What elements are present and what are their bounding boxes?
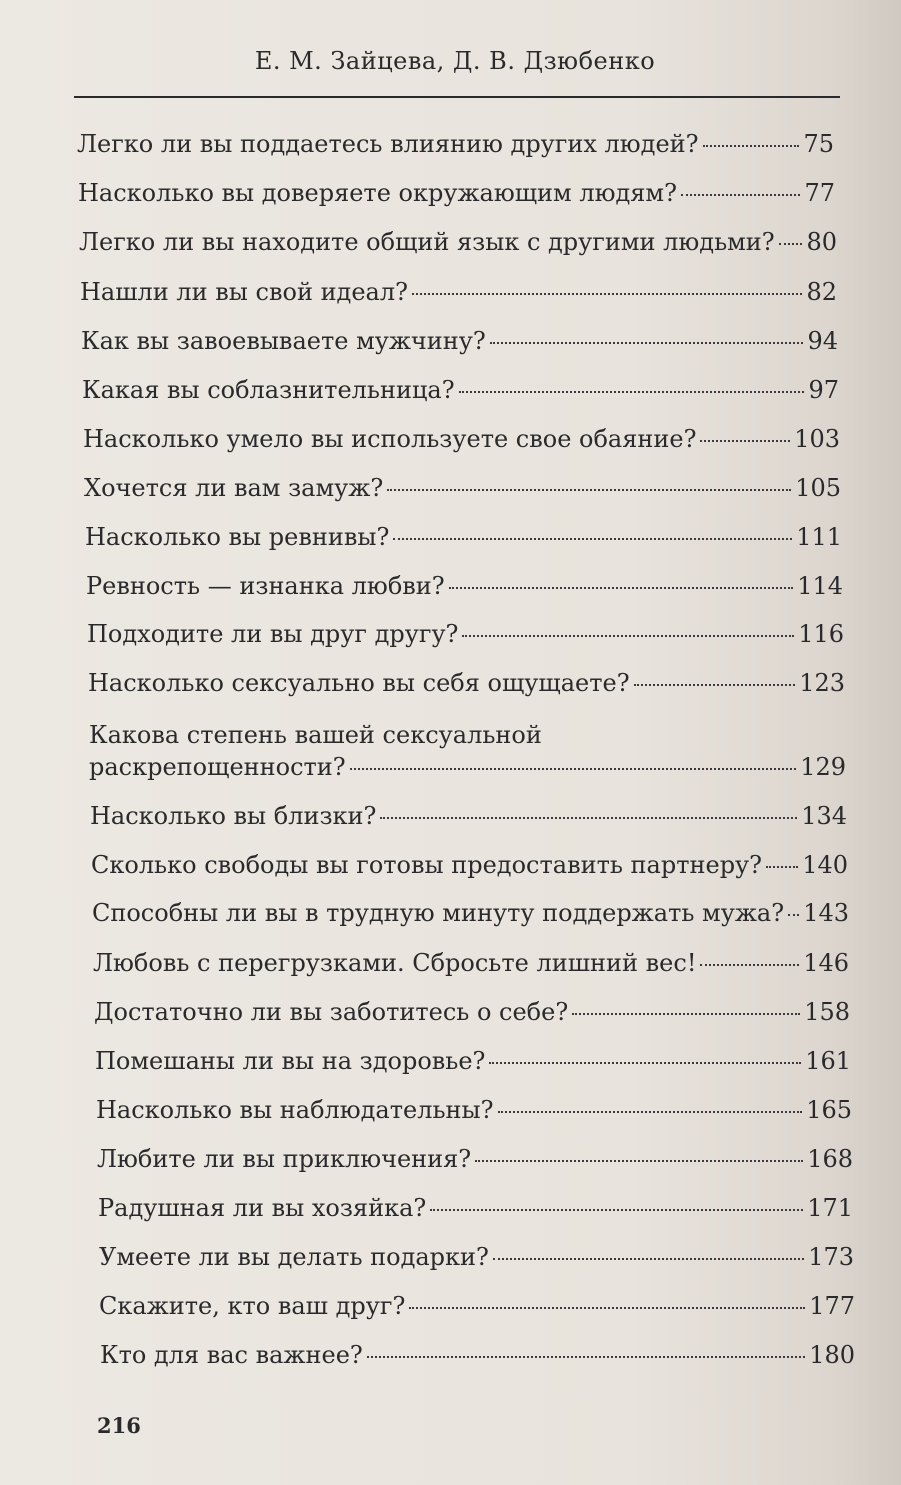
toc-entry-title: Ревность — изнанка любви?	[86, 572, 445, 600]
dot-leader	[703, 145, 800, 147]
toc-entry-title: Насколько вы доверяете окружающим людям?	[78, 179, 677, 207]
toc-entry-title: Подходите ли вы друг другу?	[87, 620, 459, 648]
toc-entry	[92, 898, 849, 928]
toc-entry-title-line1	[89, 720, 542, 750]
toc-entry	[91, 850, 848, 880]
toc-entry-title: Как вы завоевываете мужчину?	[81, 327, 486, 355]
toc-entry	[94, 997, 850, 1027]
toc-entry-page: 161	[805, 1047, 851, 1075]
toc-entry	[98, 1193, 853, 1223]
dot-leader	[493, 1258, 804, 1260]
toc-entry-page: 116	[798, 620, 844, 648]
toc-entry-page: 143	[803, 899, 849, 927]
toc-entry-title: Насколько сексуально вы себя ощущаете?	[88, 669, 630, 697]
dot-leader	[681, 194, 801, 196]
toc-entry-title: Нашли ли вы свой идеал?	[80, 278, 408, 306]
dot-leader	[393, 538, 792, 540]
toc-entry-title: Способны ли вы в трудную минуту поддержать мужа?	[92, 899, 785, 927]
toc-entry-title: Радушная ли вы хозяйка?	[98, 1194, 427, 1222]
dot-leader	[766, 866, 798, 868]
dot-leader	[498, 1111, 803, 1113]
toc-entry-page: 146	[803, 949, 849, 977]
toc-entry-page: 123	[799, 669, 845, 697]
toc-entry	[100, 1340, 855, 1370]
toc-entry-page: 173	[808, 1243, 854, 1271]
toc-entry-page: 114	[797, 572, 843, 600]
dot-leader	[490, 342, 804, 344]
toc-entry-page: 134	[801, 802, 847, 830]
toc-entry-page: 180	[809, 1341, 855, 1369]
toc-entry-title: Любовь с перегрузками. Сбросьте лишний вес!	[93, 949, 697, 977]
dot-leader	[700, 440, 790, 442]
toc-entry-page: 111	[796, 523, 842, 551]
toc-entry	[81, 326, 838, 356]
toc-entry-title: раскрепощенности?	[89, 753, 346, 781]
dot-leader	[412, 293, 802, 295]
toc-entry	[80, 277, 837, 307]
toc-entry	[96, 1095, 852, 1125]
dot-leader	[700, 964, 799, 966]
toc-entry-title: Легко ли вы поддаетесь влиянию других людей?	[77, 130, 699, 158]
dot-leader	[788, 914, 799, 916]
toc-entry-page: 105	[795, 474, 841, 502]
page-number: 216	[97, 1413, 141, 1438]
dot-leader	[489, 1062, 801, 1064]
toc-entry-title: Сколько свободы вы готовы предоставить партнеру?	[91, 851, 763, 879]
toc-entry	[83, 424, 840, 454]
toc-entry-title: Хочется ли вам замуж?	[84, 474, 384, 502]
header-rule	[74, 96, 840, 98]
dot-leader	[350, 768, 797, 770]
toc-entry	[93, 948, 849, 978]
toc-entry-title: Кто для вас важнее?	[100, 1341, 363, 1369]
toc-entry-page: 75	[803, 130, 834, 158]
toc-entry-title: Скажите, кто ваш друг?	[99, 1292, 406, 1320]
toc-entry-title: Насколько умело вы используете свое обаяние?	[83, 425, 697, 453]
toc-entry-page: 168	[807, 1145, 853, 1173]
dot-leader	[380, 817, 797, 819]
toc-entry-title: Насколько вы наблюдательны?	[96, 1096, 494, 1124]
running-header: Е. М. Зайцева, Д. В. Дзюбенко	[254, 47, 656, 75]
toc-entry-title: Какая вы соблазнительница?	[82, 376, 455, 404]
toc-entry	[78, 178, 835, 208]
toc-entry-page: 97	[808, 376, 839, 404]
dot-leader	[430, 1209, 803, 1211]
dot-leader	[409, 1307, 805, 1309]
toc-entry	[86, 571, 843, 601]
toc-entry-page: 80	[806, 228, 837, 256]
toc-entry-page: 171	[807, 1194, 853, 1222]
dot-leader	[779, 243, 803, 245]
toc-entry-title: Насколько вы близки?	[90, 802, 377, 830]
toc-entry	[95, 1046, 851, 1076]
dot-leader	[634, 684, 796, 686]
toc-entry-title: Достаточно ли вы заботитесь о себе?	[94, 998, 569, 1026]
dot-leader	[475, 1160, 803, 1162]
toc-entry	[89, 752, 846, 782]
toc-entry	[87, 619, 844, 649]
dot-leader	[459, 391, 805, 393]
toc-entry-page: 103	[794, 425, 840, 453]
toc-entry-page: 165	[806, 1096, 852, 1124]
toc-entry-title: Любите ли вы приключения?	[97, 1145, 472, 1173]
toc-entry-title: Легко ли вы находите общий язык с другими людьми?	[79, 228, 775, 256]
toc-entry-page: 158	[804, 998, 850, 1026]
toc-entry	[97, 1144, 853, 1174]
toc-entry-page: 177	[809, 1292, 855, 1320]
toc-entry-page: 82	[806, 278, 837, 306]
toc-entry-title: Умеете ли вы делать подарки?	[99, 1243, 489, 1271]
dot-leader	[462, 635, 794, 637]
toc-entry-title: Помешаны ли вы на здоровье?	[95, 1047, 486, 1075]
toc-entry	[99, 1291, 855, 1321]
toc-entry	[84, 473, 841, 503]
toc-entry	[79, 227, 837, 257]
toc-entry-page: 129	[800, 753, 846, 781]
toc-entry-page: 140	[802, 851, 848, 879]
dot-leader	[449, 587, 794, 589]
toc-entry	[99, 1242, 854, 1272]
dot-leader	[387, 489, 791, 491]
toc-entry-page: 94	[807, 327, 838, 355]
toc-entry	[77, 129, 834, 159]
dot-leader	[572, 1013, 800, 1015]
toc-entry	[85, 522, 842, 552]
toc-entry-title: Какова степень вашей сексуальной	[89, 721, 542, 749]
toc-entry	[82, 375, 839, 405]
toc-entry-page: 77	[804, 179, 835, 207]
dot-leader	[367, 1356, 805, 1358]
toc-entry	[90, 801, 847, 831]
toc-entry	[88, 668, 845, 698]
toc-entry-title: Насколько вы ревнивы?	[85, 523, 390, 551]
